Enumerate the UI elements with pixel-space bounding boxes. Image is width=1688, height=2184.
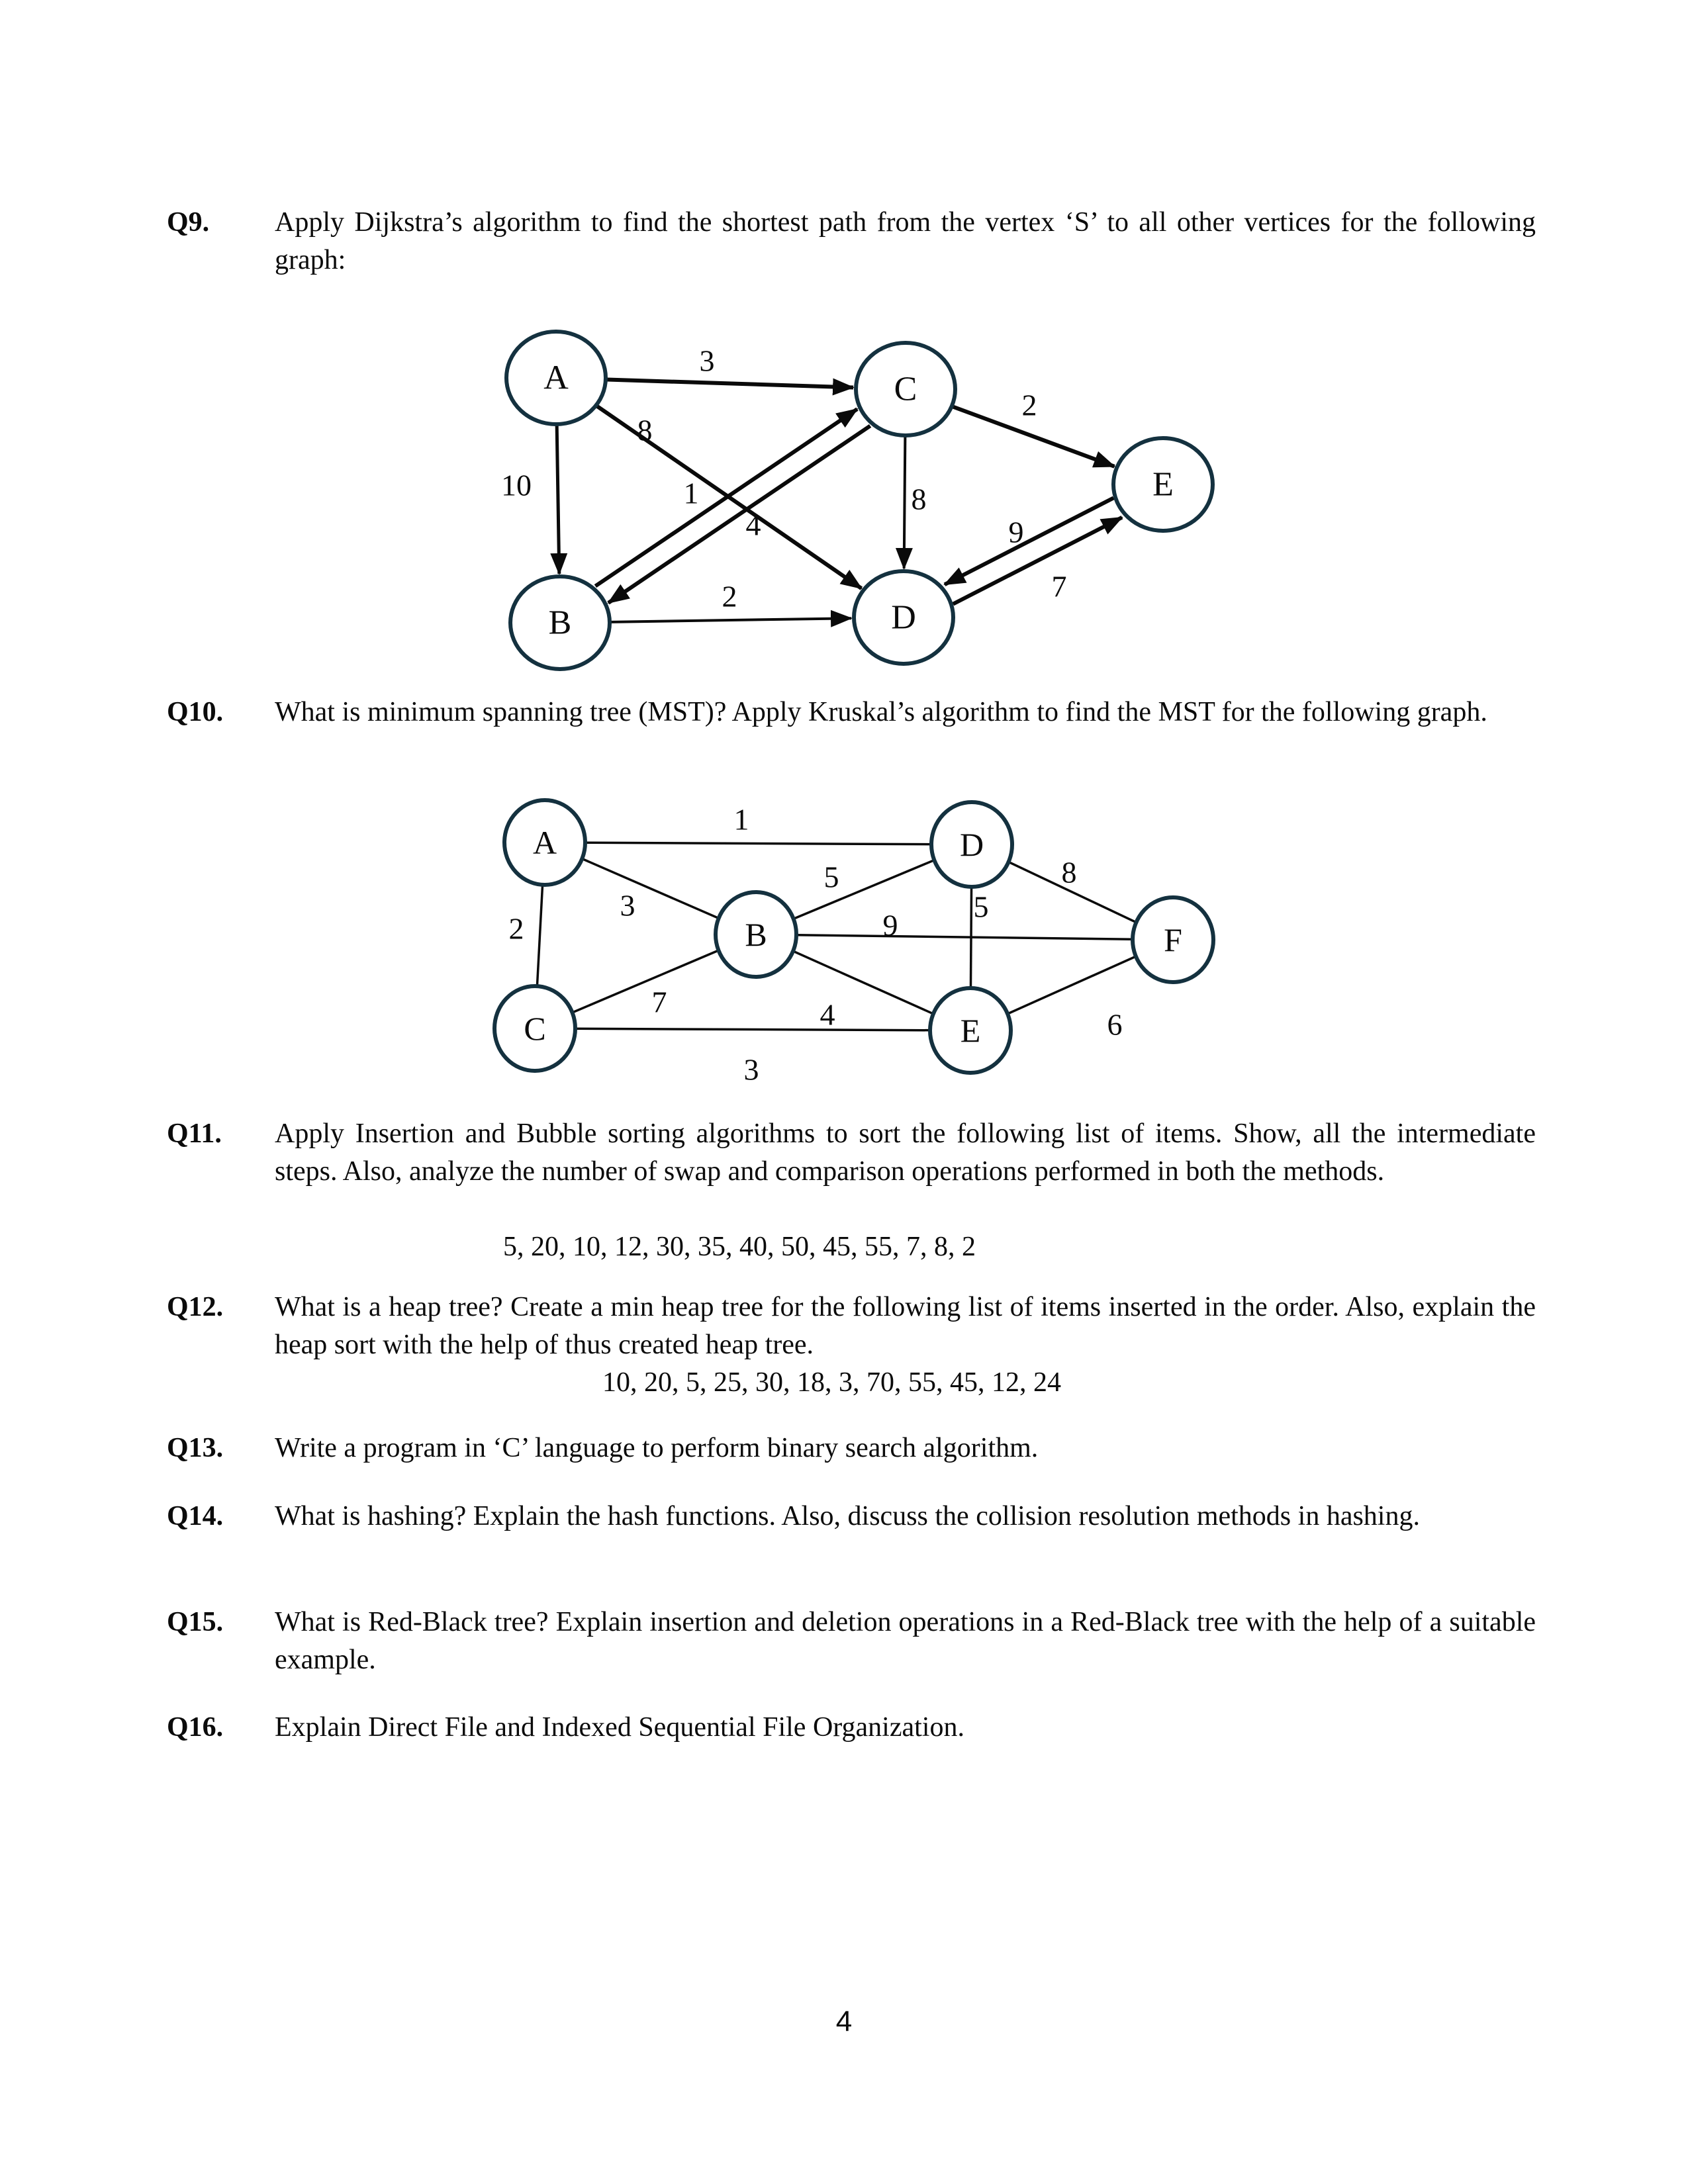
question-label: Q13. [167, 1433, 224, 1463]
question-label: Q14. [167, 1501, 224, 1531]
graph-node-label-B: B [745, 916, 767, 953]
question-text: What is hashing? Explain the hash functions. Also, discuss the collision resolution methods in hashing. [275, 1501, 1420, 1531]
question-label: Q12. [167, 1292, 224, 1322]
edge-weight-B-E: 4 [820, 997, 835, 1032]
number-list: 5, 20, 10, 12, 30, 35, 40, 50, 45, 55, 7, 8, 2 [503, 1232, 976, 1262]
edge-weight-D-F: 8 [1061, 855, 1077, 889]
question-text: What is Red-Black tree? Explain insertion and deletion operations in a Red-Black tree with the help of a suitable example. [275, 1607, 1536, 1675]
graph-node-label-F: F [1164, 921, 1182, 958]
graph-edge-C-E [535, 1028, 970, 1030]
question-label: Q9. [167, 207, 210, 238]
graph-edge-B-F [756, 934, 1173, 940]
question-label: Q15. [167, 1607, 224, 1637]
question-label: Q11. [167, 1118, 222, 1149]
graph-node-label-A: A [543, 359, 569, 397]
edge-weight-B-D: 5 [823, 860, 839, 894]
edge-weight-C-E: 3 [743, 1052, 759, 1087]
edge-weight-C-E: 2 [1021, 388, 1037, 422]
graph-edge-D-E [953, 515, 1122, 604]
edge-weight-A-B: 3 [620, 888, 635, 923]
question-label: Q10. [167, 697, 224, 727]
question-label: Q16. [167, 1712, 224, 1743]
graph-node-label-E: E [960, 1012, 981, 1049]
graph-node-label-A: A [532, 824, 557, 861]
graph-node-label-D: D [959, 826, 984, 863]
number-list: 10, 20, 5, 25, 30, 18, 3, 70, 55, 45, 12, 24 [602, 1367, 1061, 1398]
edge-weight-D-E: 5 [973, 889, 989, 924]
edge-weight-A-D: 8 [637, 413, 653, 447]
graph-edge-B-D [611, 618, 851, 622]
edge-weight-C-B: 4 [745, 508, 761, 542]
question-text: Explain Direct File and Indexed Sequential File Organization. [275, 1712, 964, 1743]
kruskal-undirected-graph-figure [463, 761, 1258, 1105]
graph-node-label-B: B [548, 604, 572, 642]
dijkstra-directed-graph-figure [457, 285, 1251, 695]
graph-node-label-D: D [891, 598, 916, 637]
question-text: Apply Dijkstra’s algorithm to find the shortest path from the vertex ‘S’ to all other vertices for the following graph: [275, 207, 1536, 275]
edge-weight-B-F: 9 [882, 908, 898, 942]
graph-node-label-C: C [894, 370, 917, 408]
graph-node-label-E: E [1152, 465, 1174, 504]
edge-weight-E-D: 9 [1008, 515, 1024, 549]
edge-weight-A-C: 2 [508, 911, 524, 946]
edge-weight-A-C: 3 [699, 343, 715, 378]
page-number: 4 [835, 2005, 853, 2038]
question-text: Apply Insertion and Bubble sorting algorithms to sort the following list of items. Show, all the intermediate steps. Also, analyze the number of swap and comparison operations performed in both the methods. [275, 1118, 1536, 1187]
graph-edge-E-D [945, 498, 1113, 584]
graph-node-label-C: C [524, 1010, 546, 1047]
graph-edge-C-D [904, 437, 906, 569]
edge-weight-B-D: 2 [722, 579, 737, 614]
edge-weight-D-E: 7 [1051, 569, 1067, 604]
graph-edge-A-B [557, 426, 559, 574]
edge-weight-E-F: 6 [1107, 1007, 1123, 1042]
question-text: What is minimum spanning tree (MST)? Apply Kruskal’s algorithm to find the MST for the following graph. [275, 697, 1487, 727]
graph-edge-A-C [607, 379, 853, 387]
question-text: What is a heap tree? Create a min heap tree for the following list of items inserted in the order. Also, explain the heap sort with the help of thus created heap tree. [275, 1292, 1536, 1360]
edge-weight-C-D: 8 [911, 482, 927, 516]
edge-weight-C-B: 7 [651, 985, 667, 1019]
edge-weight-B-C: 1 [683, 476, 699, 510]
edge-weight-A-B: 10 [501, 468, 532, 502]
graph-edge-A-D [545, 842, 972, 844]
edge-weight-A-D: 1 [733, 802, 749, 837]
graph-edge-C-B [608, 426, 870, 602]
question-text: Write a program in ‘C’ language to perform binary search algorithm. [275, 1433, 1039, 1463]
